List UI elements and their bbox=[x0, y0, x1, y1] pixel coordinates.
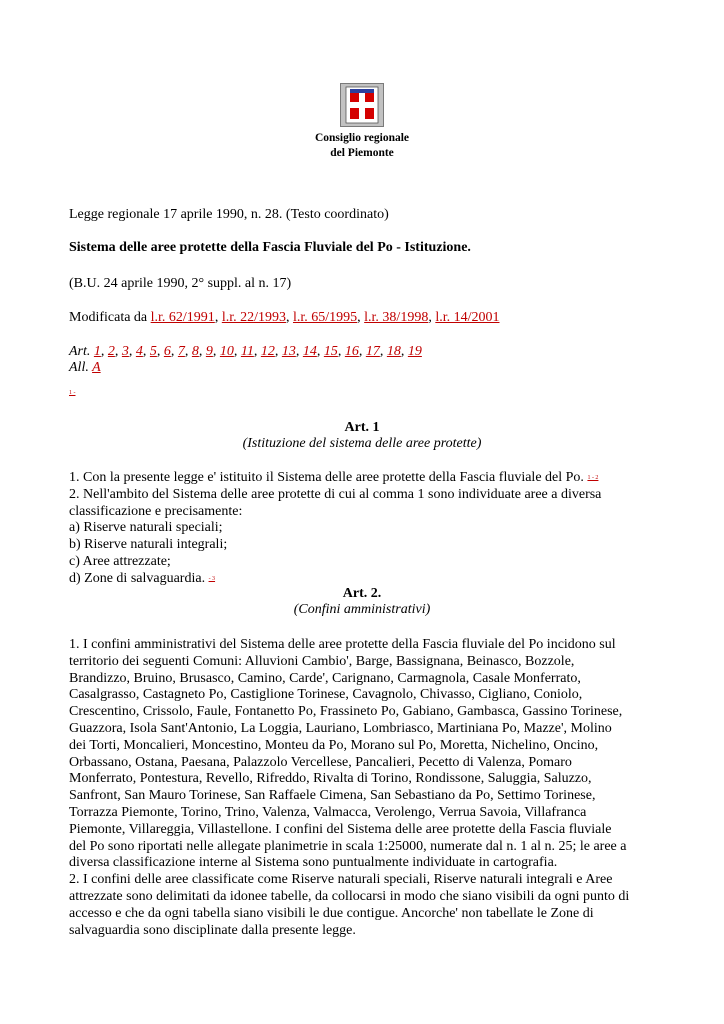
bulletin-reference: (B.U. 24 aprile 1990, 2° suppl. al n. 17) bbox=[69, 276, 292, 291]
article-link-15[interactable]: 15 bbox=[323, 344, 338, 359]
separator: , bbox=[100, 344, 108, 359]
art2-line: 2. I confini delle aree classificate come Riserve naturali speciali, Riserve naturali integrali e Aree bbox=[69, 872, 613, 888]
art2-subtitle: (Confini amministrativi) bbox=[293, 602, 431, 617]
art1-para2-last-text: d) Zone di salvaguardia. bbox=[69, 570, 206, 586]
council-line-2: del Piemonte bbox=[330, 147, 394, 159]
article-link-3[interactable]: 3 bbox=[121, 344, 129, 359]
art2-line: Torrazza Piemonte, Torino, Trino, Valenza, Valmacca, Verolengo, Verrua Savoia, Villafranca bbox=[69, 804, 587, 820]
separator: , bbox=[274, 344, 282, 359]
art2-line: accesso e che da ogni tabella siano visibili le due contigue. Ancorche' non tabellate le Zone di bbox=[69, 905, 594, 921]
art2-line: Guazzora, Isola Sant'Antonio, La Loggia, Lauriano, Lombriasco, Martiniana Po, Mazze', Molino bbox=[69, 720, 612, 736]
article-link-17[interactable]: 17 bbox=[365, 344, 380, 359]
separator: , bbox=[114, 344, 122, 359]
law-link-38-1998[interactable]: l.r. 38/1998 bbox=[364, 310, 429, 325]
article-link-9[interactable]: 9 bbox=[205, 344, 213, 359]
footnote-3-link[interactable]: - 3 bbox=[208, 575, 216, 582]
separator: , bbox=[233, 344, 241, 359]
article-links bbox=[94, 344, 422, 359]
art2-line: Brandizzo, Bruino, Brusasco, Camino, Carde', Carignano, Carmagnola, Casale Monferrato, bbox=[69, 670, 581, 686]
footnote-1-2-link[interactable]: 1 - 2 bbox=[587, 475, 599, 481]
art1-subtitle: (Istituzione del sistema delle aree protette) bbox=[242, 436, 482, 451]
article-link-10[interactable]: 10 bbox=[219, 344, 234, 359]
art2-line: Casalgrasso, Castagneto Po, Castiglione Torinese, Cavagnolo, Chivasso, Cigliano, Coniolo, bbox=[69, 687, 583, 703]
annex-index-prefix: All. bbox=[69, 360, 93, 375]
article-link-1[interactable]: 1 bbox=[93, 344, 101, 359]
art2-line: Orbassano, Ostana, Paesana, Palazzolo Vercellese, Pancalieri, Pecetto di Valenza, Pomaro bbox=[69, 754, 572, 770]
art1-body bbox=[69, 470, 669, 588]
art1-para2-line: a) Riserve naturali speciali; bbox=[69, 520, 223, 536]
separator: , bbox=[379, 344, 387, 359]
art1-para2-line: classificazione e precisamente: bbox=[69, 503, 243, 519]
separator: , bbox=[295, 344, 303, 359]
article-link-5[interactable]: 5 bbox=[149, 344, 157, 359]
art1-heading: Art. 1 bbox=[344, 420, 380, 435]
council-line-1: Consiglio regionale bbox=[314, 132, 410, 144]
law-link-62-1991[interactable]: l.r. 62/1991 bbox=[150, 310, 215, 325]
separator: , bbox=[142, 344, 150, 359]
article-link-8[interactable]: 8 bbox=[191, 344, 199, 359]
art2-line: Piemonte, Villareggia, Villastellone. I confini del Sistema delle aree protette della Fascia fluviale bbox=[69, 821, 612, 837]
article-link-13[interactable]: 13 bbox=[281, 344, 296, 359]
separator: , bbox=[337, 344, 345, 359]
article-link-12[interactable]: 12 bbox=[260, 344, 275, 359]
art2-line: territorio dei seguenti Comuni: Alluvioni Cambio', Barge, Bassignana, Beinasco, Bozzole, bbox=[69, 653, 575, 669]
article-index-prefix: Art. bbox=[69, 344, 94, 359]
article-index bbox=[69, 344, 422, 360]
art2-body bbox=[69, 637, 669, 939]
law-subject: Sistema delle aree protette della Fascia Fluviale del Po - Istituzione. bbox=[69, 240, 471, 255]
modifications-line: Modificata da l.r. 62/1991, l.r. 22/1993, l.r. 65/1995, l.r. 38/1998, l.r. 14/2001 bbox=[69, 310, 500, 325]
separator: , bbox=[128, 344, 136, 359]
art1-para2-line: b) Riserve naturali integrali; bbox=[69, 537, 228, 553]
article-link-19[interactable]: 19 bbox=[407, 344, 422, 359]
art2-line: attrezzate sono delimitati da idonee tabelle, da collocarsi in modo che siano visibili da ogni punto di bbox=[69, 888, 630, 904]
art2-heading: Art. 2. bbox=[342, 586, 382, 601]
article-link-14[interactable]: 14 bbox=[302, 344, 317, 359]
art2-line: Sanfront, San Mauro Torinese, San Raffaele Cimena, San Sebastiano da Po, Settimo Torinese, bbox=[69, 788, 596, 804]
art1-para1 bbox=[69, 470, 669, 487]
annex-link-a[interactable]: A bbox=[92, 360, 101, 375]
art2-line: salvaguardia sono disciplinate dalla presente legge. bbox=[69, 922, 356, 938]
separator: , bbox=[212, 344, 220, 359]
separator: , bbox=[156, 344, 164, 359]
separator: , bbox=[184, 344, 192, 359]
separator: , bbox=[358, 344, 366, 359]
separator: , bbox=[400, 344, 408, 359]
separator: , bbox=[170, 344, 178, 359]
law-link-22-1993[interactable]: l.r. 22/1993 bbox=[221, 310, 286, 325]
separator: , bbox=[253, 344, 261, 359]
law-link-14-2001[interactable]: l.r. 14/2001 bbox=[435, 310, 500, 325]
separator: , bbox=[316, 344, 324, 359]
separator: , bbox=[198, 344, 206, 359]
art2-line: dei Torti, Moncalieri, Moncestino, Monteu da Po, Morano sul Po, Moretta, Nichelino, Oncino, bbox=[69, 737, 599, 753]
art1-para1-text: 1. Con la presente legge e' istituito il Sistema delle aree protette della Fascia fluviale del Po. bbox=[69, 470, 584, 485]
article-link-7[interactable]: 7 bbox=[177, 344, 185, 359]
art2-line: Monferrato, Pontestura, Revello, Rifreddo, Rivalta di Torino, Rondissone, Saluggia, Saluzzo, bbox=[69, 771, 592, 787]
article-link-16[interactable]: 16 bbox=[344, 344, 359, 359]
law-link-65-1995[interactable]: l.r. 65/1995 bbox=[292, 310, 358, 325]
article-link-6[interactable]: 6 bbox=[163, 344, 171, 359]
article-link-11[interactable]: 11 bbox=[240, 344, 254, 359]
article-link-18[interactable]: 18 bbox=[386, 344, 401, 359]
art1-para2-line: 2. Nell'ambito del Sistema delle aree protette di cui al comma 1 sono individuate aree a diversa bbox=[69, 486, 602, 502]
footnote-1-link[interactable]: 1 - bbox=[69, 390, 76, 396]
law-title: Legge regionale 17 aprile 1990, n. 28. (Testo coordinato) bbox=[69, 207, 389, 222]
council-name bbox=[0, 131, 724, 161]
art2-line: Crescentino, Crissolo, Faule, Fontanetto Po, Frassineto Po, Gabiano, Gambasca, Gassino Torinese, bbox=[69, 704, 623, 720]
art2-line: del Po sono riportati nelle allegate planimetrie in scala 1:25000, numerate dal n. 1 al n. 25; le aree a bbox=[69, 838, 627, 854]
art2-line: diversa classificazione interne al Sistema sono puntualmente individuate in cartografia. bbox=[69, 855, 558, 871]
piemonte-coat-of-arms-icon bbox=[340, 83, 384, 127]
modifications-prefix: Modificata da bbox=[69, 310, 151, 325]
annex-index bbox=[69, 360, 101, 376]
footnote-link-top bbox=[69, 390, 76, 396]
article-link-2[interactable]: 2 bbox=[107, 344, 115, 359]
article-link-4[interactable]: 4 bbox=[135, 344, 143, 359]
art1-para2-line: c) Aree attrezzate; bbox=[69, 553, 171, 569]
art2-line: 1. I confini amministrativi del Sistema delle aree protette della Fascia fluviale del Po incidono sul bbox=[69, 637, 616, 652]
